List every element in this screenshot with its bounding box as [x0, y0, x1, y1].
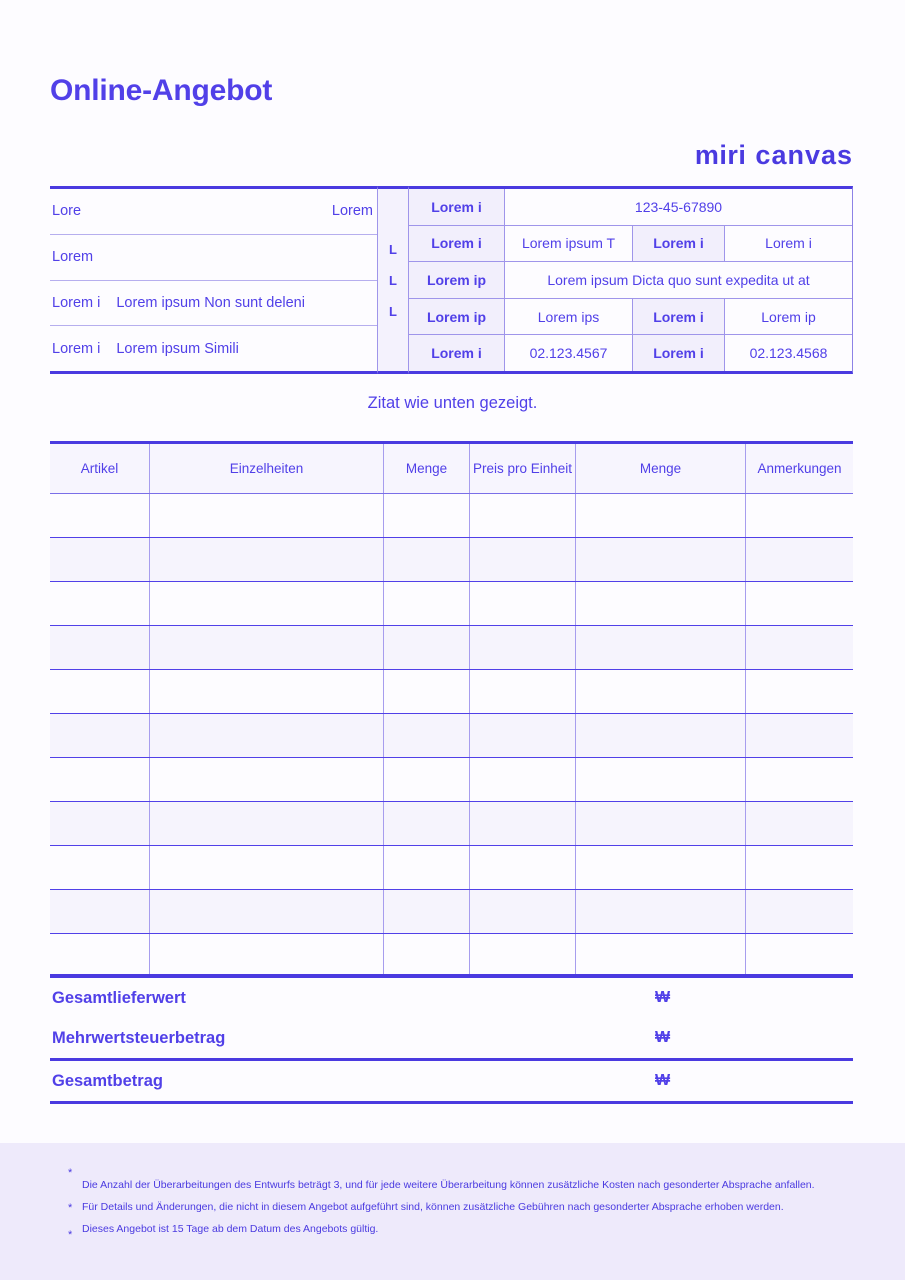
- cell-menge[interactable]: [384, 538, 470, 581]
- footnote-item: [68, 1167, 855, 1193]
- total-row-vat: [50, 1018, 853, 1058]
- cell-menge-total[interactable]: [576, 802, 746, 845]
- recipient-info-value: Lorem ipsum T: [505, 226, 633, 262]
- recipient-info-label: Lorem ip: [409, 299, 505, 335]
- recipient-info-label: Lorem i: [409, 335, 505, 371]
- cell-anmerkungen[interactable]: [746, 934, 853, 977]
- cell-preis[interactable]: [470, 582, 576, 625]
- footnote-text: Die Anzahl der Überarbeitungen des Entwurfs beträgt 3, und für jede weitere Überarbeitung können zusätzliche Kosten nach gesonderter Absprache anfallen.: [82, 1179, 815, 1191]
- total-row-subtotal: [50, 978, 853, 1018]
- recipient-info-row[interactable]: [409, 226, 852, 263]
- column-header-anmerkungen: Anmerkungen: [757, 461, 842, 476]
- sender-info-label: Lorem i: [52, 294, 101, 311]
- cell-artikel[interactable]: [50, 670, 150, 713]
- brand-logo: [695, 140, 853, 171]
- totals-section: [50, 978, 853, 1104]
- cell-menge[interactable]: [384, 582, 470, 625]
- table-row[interactable]: [50, 890, 853, 934]
- cell-artikel[interactable]: [50, 846, 150, 889]
- totals-bottom-rule: [50, 1101, 853, 1104]
- cell-menge[interactable]: [384, 802, 470, 845]
- recipient-info-value: 02.123.4567: [505, 335, 633, 371]
- cell-artikel[interactable]: [50, 934, 150, 977]
- footnote-item: [68, 1223, 855, 1242]
- total-row-grand-total: [50, 1061, 853, 1101]
- sender-info-row[interactable]: [50, 281, 377, 327]
- asterisk-icon: *: [68, 1201, 73, 1214]
- cell-preis[interactable]: [470, 626, 576, 669]
- cell-anmerkungen[interactable]: [746, 758, 853, 801]
- brand-logo-part1: miri: [694, 140, 747, 170]
- column-header-artikel: Artikel: [50, 444, 150, 493]
- recipient-info-value: Lorem ipsum Dicta quo sunt expedita ut at: [547, 271, 810, 288]
- asterisk-icon: *: [68, 1228, 73, 1241]
- recipient-info-label-2: Lorem i: [633, 335, 725, 371]
- cell-menge-total[interactable]: [576, 846, 746, 889]
- recipient-info-value: 123-45-67890: [634, 198, 723, 215]
- recipient-info-value-2: 02.123.4568: [749, 345, 828, 362]
- cell-preis[interactable]: [470, 934, 576, 977]
- cell-einzelheiten[interactable]: [150, 890, 384, 933]
- recipient-info-value: Lorem ips: [505, 299, 633, 335]
- sender-info-row[interactable]: [50, 235, 377, 281]
- cell-preis[interactable]: [470, 890, 576, 933]
- cell-einzelheiten[interactable]: [150, 934, 384, 977]
- line-items-table: [50, 441, 853, 978]
- cell-anmerkungen[interactable]: [746, 846, 853, 889]
- cell-einzelheiten[interactable]: [150, 846, 384, 889]
- cell-menge[interactable]: [384, 670, 470, 713]
- table-row[interactable]: [50, 626, 853, 670]
- column-header-menge-total: Menge: [576, 444, 746, 493]
- recipient-info-row[interactable]: [409, 262, 852, 299]
- cell-preis[interactable]: [470, 802, 576, 845]
- cell-preis[interactable]: [470, 758, 576, 801]
- table-row[interactable]: [50, 494, 853, 538]
- recipient-info-label: Lorem i: [409, 189, 505, 225]
- footnote-text: Für Details und Änderungen, die nicht in diesem Angebot aufgeführt sind, können zusätzliche Gebühren nach gesonderter Absprache erhoben werden.: [82, 1200, 784, 1213]
- recipient-info-panel: [409, 186, 853, 374]
- sender-info-value: Lorem ipsum Non sunt deleni: [116, 294, 305, 311]
- cell-artikel[interactable]: [50, 802, 150, 845]
- cell-artikel[interactable]: [50, 582, 150, 625]
- cell-menge[interactable]: [384, 890, 470, 933]
- recipient-info-value-2: Lorem ip: [761, 308, 816, 325]
- cell-preis[interactable]: [470, 714, 576, 757]
- cell-einzelheiten[interactable]: [150, 714, 384, 757]
- cell-einzelheiten[interactable]: [150, 582, 384, 625]
- total-amount-gesamtbetrag: ₩: [655, 1072, 671, 1089]
- asterisk-icon: *: [68, 1167, 73, 1179]
- table-row[interactable]: [50, 846, 853, 890]
- sender-info-label: Lore: [52, 203, 82, 220]
- brand-logo-part2: canvas: [755, 140, 853, 170]
- cell-menge[interactable]: [384, 494, 470, 537]
- cell-preis[interactable]: [470, 494, 576, 537]
- table-row[interactable]: [50, 714, 853, 758]
- cell-menge[interactable]: [384, 714, 470, 757]
- footnotes-list: [68, 1167, 855, 1250]
- cell-anmerkungen[interactable]: [746, 494, 853, 537]
- column-header-menge: Menge: [384, 444, 470, 493]
- sender-info-value: Lorem ipsum Simili: [116, 340, 239, 357]
- cell-menge-total[interactable]: [576, 758, 746, 801]
- cell-anmerkungen[interactable]: [746, 714, 853, 757]
- sender-info-label: Lorem i: [52, 340, 101, 357]
- cell-menge-total[interactable]: [576, 538, 746, 581]
- total-label-gesamtbetrag: Gesamtbetrag: [52, 1071, 163, 1090]
- total-label-gesamtlieferwert: Gesamtlieferwert: [52, 988, 186, 1007]
- cell-anmerkungen[interactable]: [746, 538, 853, 581]
- total-label-mehrwertsteuerbetrag: Mehrwertsteuerbetrag: [52, 1028, 226, 1047]
- sender-info-label: Lorem: [52, 249, 94, 266]
- cell-menge[interactable]: [384, 626, 470, 669]
- cell-preis[interactable]: [470, 538, 576, 581]
- column-header-einzelheiten: Einzelheiten: [150, 444, 384, 493]
- recipient-info-label-2: Lorem i: [633, 226, 725, 262]
- sender-info-row[interactable]: [50, 326, 377, 371]
- info-divider-column: [377, 186, 409, 374]
- cell-menge-total[interactable]: [576, 714, 746, 757]
- recipient-info-row[interactable]: [409, 299, 852, 336]
- cell-anmerkungen[interactable]: [746, 582, 853, 625]
- cell-anmerkungen[interactable]: [746, 890, 853, 933]
- cell-einzelheiten[interactable]: [150, 494, 384, 537]
- total-amount-mehrwertsteuerbetrag: ₩: [655, 1029, 671, 1046]
- total-amount-gesamtlieferwert: ₩: [655, 989, 671, 1006]
- sender-info-panel: [50, 186, 377, 374]
- recipient-info-label: Lorem ip: [409, 262, 505, 298]
- cell-menge[interactable]: [384, 758, 470, 801]
- cell-menge-total[interactable]: [576, 670, 746, 713]
- footnote-text: Dieses Angebot ist 15 Tage ab dem Datum des Angebots gültig.: [82, 1222, 379, 1235]
- table-row[interactable]: [50, 758, 853, 802]
- cell-einzelheiten[interactable]: [150, 802, 384, 845]
- cell-anmerkungen[interactable]: [746, 670, 853, 713]
- table-header-row: [50, 444, 853, 494]
- cell-preis[interactable]: [470, 670, 576, 713]
- table-row[interactable]: [50, 582, 853, 626]
- table-row[interactable]: [50, 802, 853, 846]
- cell-artikel[interactable]: [50, 494, 150, 537]
- info-marker: L: [389, 303, 397, 319]
- cell-menge-total[interactable]: [576, 494, 746, 537]
- cell-einzelheiten[interactable]: [150, 758, 384, 801]
- quote-note: Zitat wie unten gezeigt.: [367, 394, 538, 412]
- sender-info-row[interactable]: [50, 189, 377, 235]
- footnote-item: [68, 1201, 855, 1215]
- cell-menge[interactable]: [384, 846, 470, 889]
- cell-artikel[interactable]: [50, 714, 150, 757]
- info-marker: L: [389, 272, 397, 288]
- sender-info-value: Lorem: [331, 203, 373, 220]
- table-row[interactable]: [50, 538, 853, 582]
- cell-artikel[interactable]: [50, 758, 150, 801]
- table-row[interactable]: [50, 934, 853, 978]
- cell-einzelheiten[interactable]: [150, 626, 384, 669]
- cell-menge-total[interactable]: [576, 934, 746, 977]
- recipient-info-label: Lorem i: [409, 226, 505, 262]
- cell-menge-total[interactable]: [576, 626, 746, 669]
- cell-anmerkungen[interactable]: [746, 802, 853, 845]
- recipient-info-label-2: Lorem i: [633, 299, 725, 335]
- cell-menge-total[interactable]: [576, 582, 746, 625]
- cell-menge-total[interactable]: [576, 890, 746, 933]
- cell-artikel[interactable]: [50, 626, 150, 669]
- recipient-info-value-2: Lorem i: [765, 235, 812, 252]
- cell-einzelheiten[interactable]: [150, 670, 384, 713]
- cell-artikel[interactable]: [50, 890, 150, 933]
- header-info-block: [50, 186, 853, 374]
- cell-anmerkungen[interactable]: [746, 626, 853, 669]
- table-row[interactable]: [50, 670, 853, 714]
- cell-menge[interactable]: [384, 934, 470, 977]
- recipient-info-row[interactable]: [409, 335, 852, 371]
- page-title: Online-Angebot: [50, 74, 273, 107]
- recipient-info-row[interactable]: [409, 189, 852, 226]
- cell-artikel[interactable]: [50, 538, 150, 581]
- cell-einzelheiten[interactable]: [150, 538, 384, 581]
- cell-preis[interactable]: [470, 846, 576, 889]
- info-marker: L: [389, 241, 397, 257]
- column-header-preis-pro-einheit: Preis pro Einheit: [470, 444, 576, 493]
